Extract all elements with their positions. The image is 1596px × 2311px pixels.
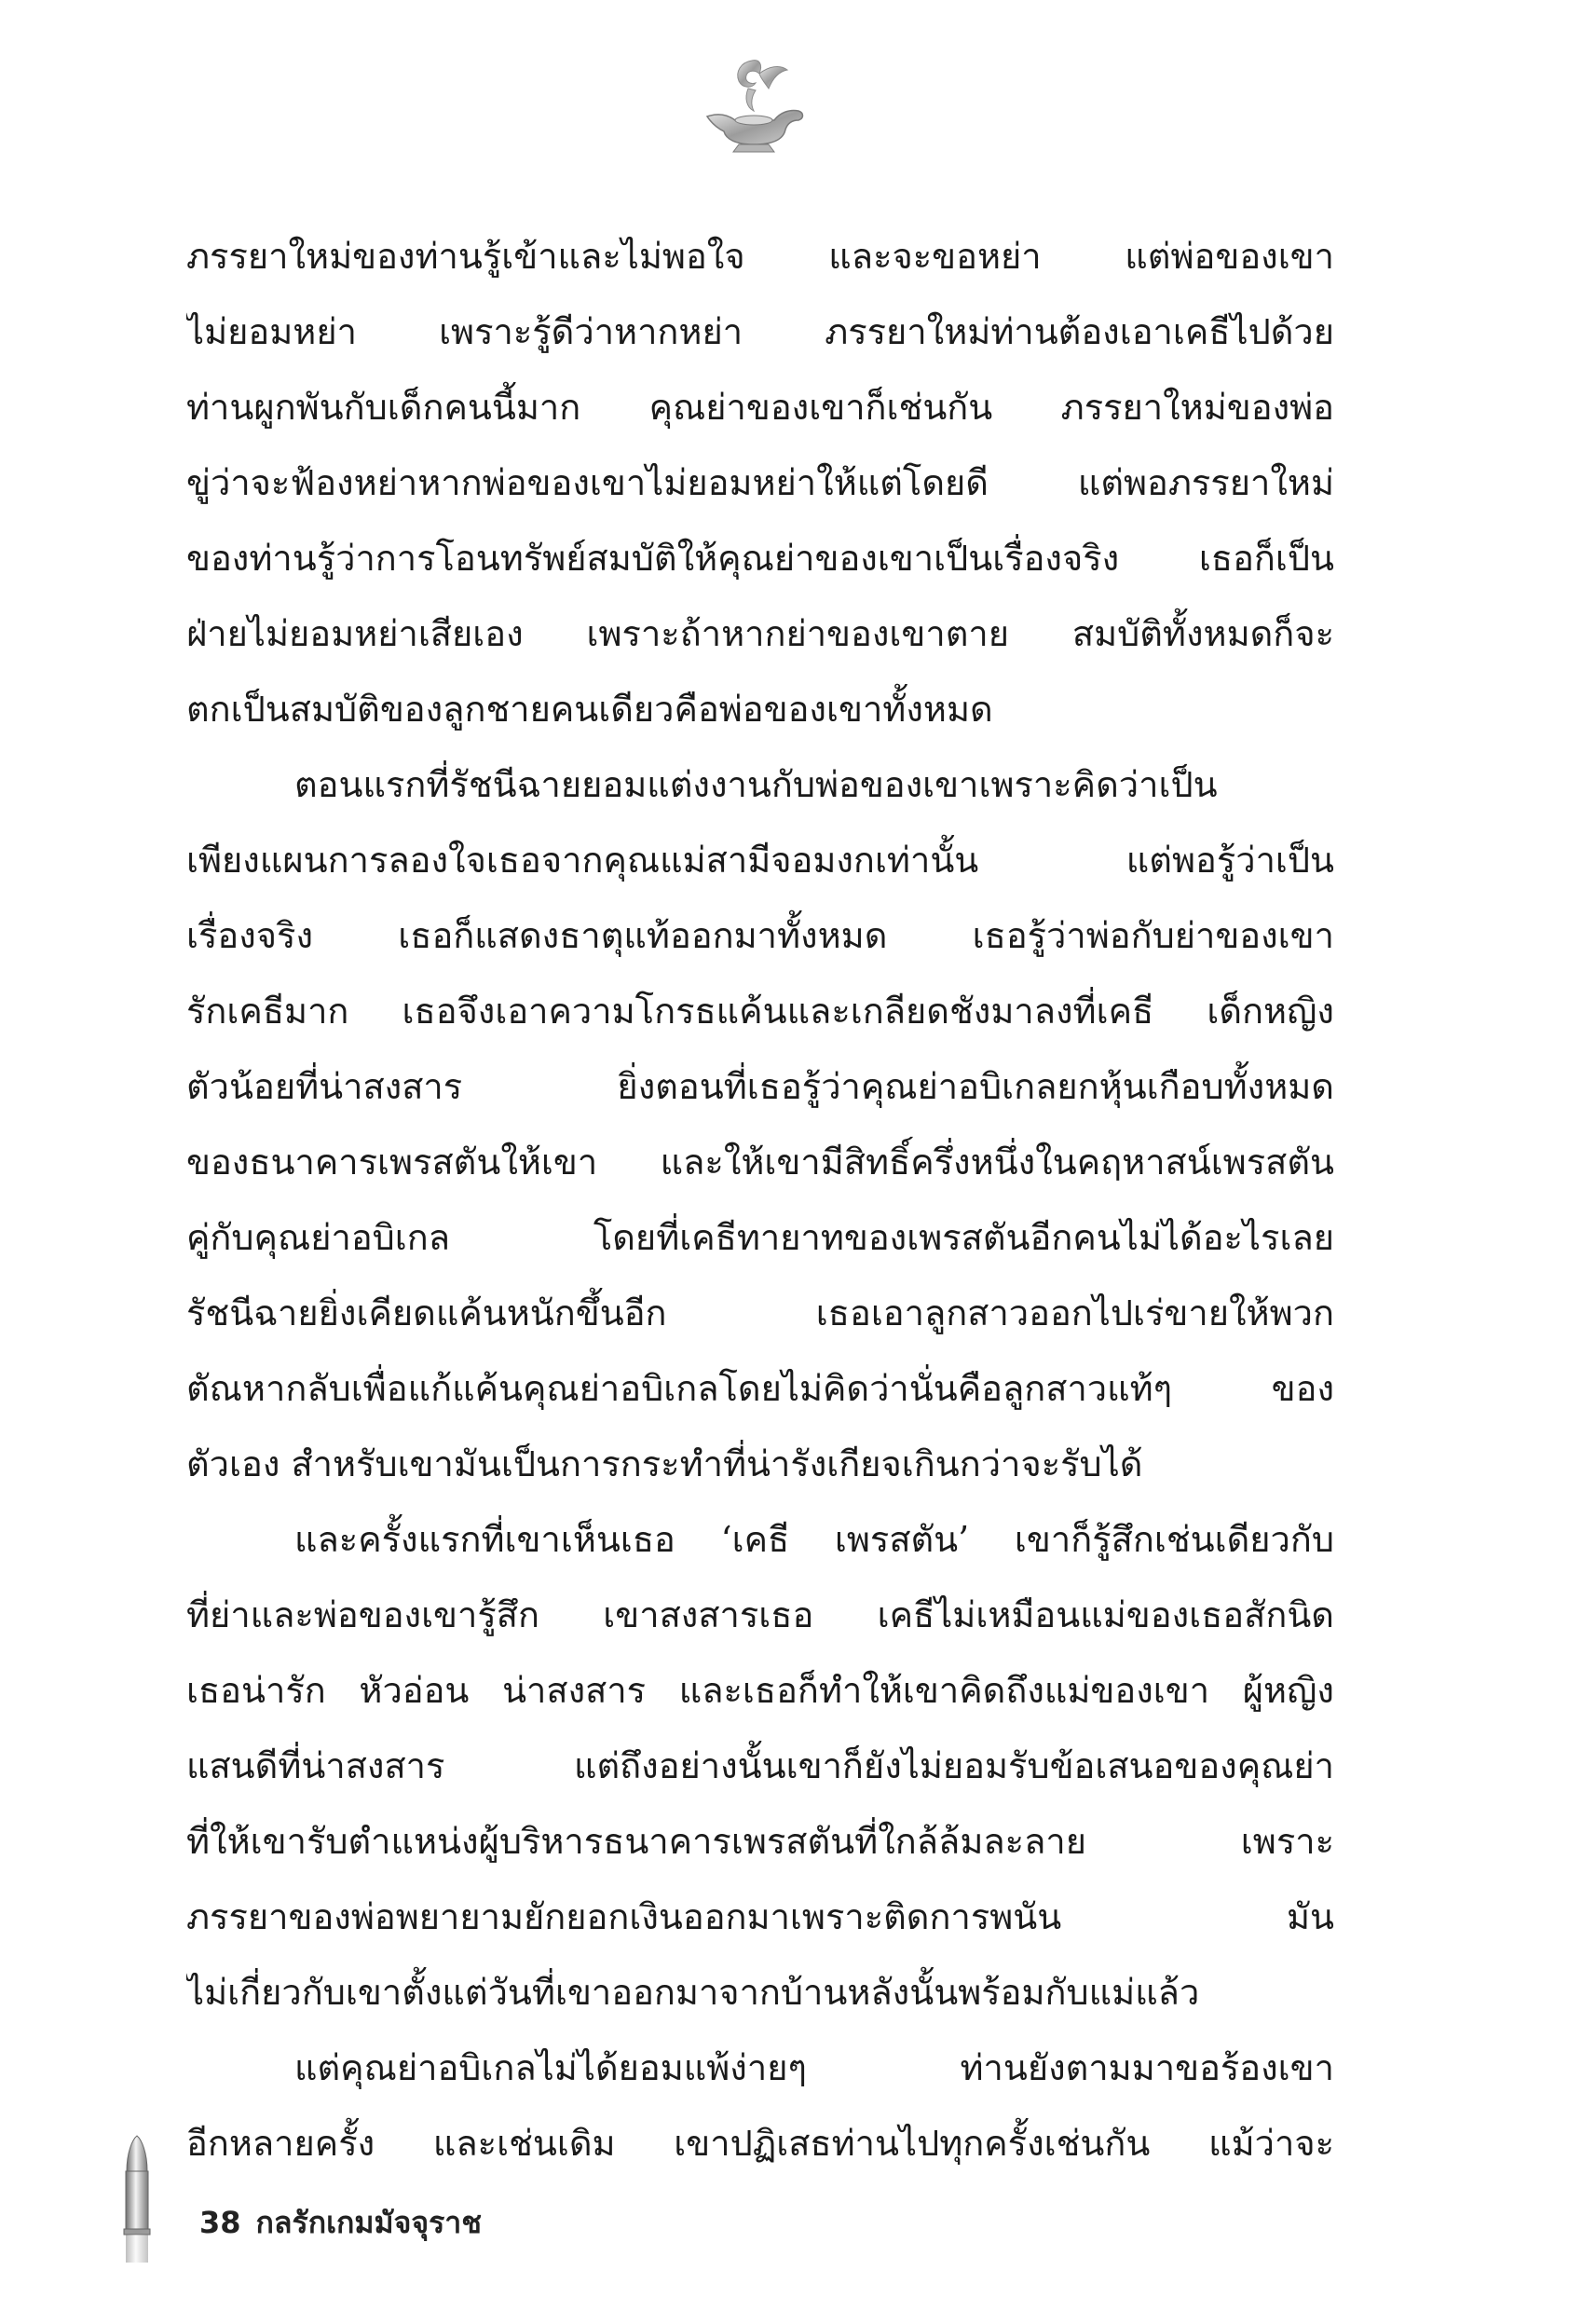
text-line: แสนดีที่น่าสงสาร แต่ถึงอย่างนั้นเขาก็ยังไม่ยอมรับข้อเสนอของคุณย่า <box>186 1745 1334 1786</box>
text-line: ตอนแรกที่รัชนีฉายยอมแต่งงานกับพ่อของเขาเพราะคิดว่าเป็น <box>294 764 1218 805</box>
text-line: รักเคธีมาก เธอจึงเอาความโกรธแค้นและเกลียดชังมาลงที่เคธี เด็กหญิง <box>186 991 1334 1032</box>
text-line: เพียงแผนการลองใจเธอจากคุณแม่สามีจอมงกเท่านั้น แต่พอรู้ว่าเป็น <box>186 840 1334 881</box>
text-line: ภรรยาของพ่อพยายามยักยอกเงินออกมาเพราะติดการพนัน มัน <box>186 1896 1334 1937</box>
footer-text <box>199 2199 497 2247</box>
text-line: ตัวน้อยที่น่าสงสาร ยิ่งตอนที่เธอรู้ว่าคุณย่าอบิเกลยกหุ้นเกือบทั้งหมด <box>186 1066 1334 1107</box>
text-line: ภรรยาใหม่ของท่านรู้เข้าและไม่พอใจ และจะขอหย่า แต่พ่อของเขา <box>186 236 1334 277</box>
text-line: เรื่องจริง เธอก็แสดงธาตุแท้ออกมาทั้งหมด เธอรู้ว่าพ่อกับย่าของเขา <box>186 915 1334 956</box>
text-line: ไม่เกี่ยวกับเขาตั้งแต่วันที่เขาออกมาจากบ้านหลังนั้นพร้อมกับแม่แล้ว <box>186 1972 1200 2013</box>
text-line: ไม่ยอมหย่า เพราะรู้ดีว่าหากหย่า ภรรยาใหม่ท่านต้องเอาเคธีไปด้วย <box>186 311 1334 352</box>
text-line: ท่านผูกพันกับเด็กคนนี้มาก คุณย่าของเขาก็เช่นกัน ภรรยาใหม่ของพ่อ <box>186 387 1334 428</box>
text-line: ตัวเอง สำหรับเขามันเป็นการกระทำที่น่ารังเกียจเกินกว่าจะรับได้ <box>186 1443 1143 1484</box>
text-line: ที่ย่าและพ่อของเขารู้สึก เขาสงสารเธอ เคธีไม่เหมือนแม่ของเธอสักนิด <box>186 1594 1334 1635</box>
text-line: ของธนาคารเพรสตันให้เขา และให้เขามีสิทธิ์ครึ่งหนึ่งในคฤหาสน์เพรสตัน <box>186 1142 1334 1183</box>
text-line: และครั้งแรกที่เขาเห็นเธอ ‘เคธี เพรสตัน’ เขาก็รู้สึกเช่นเดียวกับ <box>294 1519 1334 1560</box>
page-number: 38 <box>199 2205 241 2240</box>
text-line: ฝ่ายไม่ยอมหย่าเสียเอง เพราะถ้าหากย่าของเขาตาย สมบัติทั้งหมดก็จะ <box>186 613 1334 654</box>
text-line: ของท่านรู้ว่าการโอนทรัพย์สมบัติให้คุณย่าของเขาเป็นเรื่องจริง เธอก็เป็น <box>186 538 1334 579</box>
text-line: ตกเป็นสมบัติของลูกชายคนเดียวคือพ่อของเขาทั้งหมด <box>186 689 993 730</box>
bullet-icon <box>121 2134 153 2264</box>
footer <box>121 2134 680 2264</box>
text-line: ตัณหากลับเพื่อแก้แค้นคุณย่าอบิเกลโดยไม่คิดว่านั่นคือลูกสาวแท้ๆ ของ <box>186 1368 1334 1409</box>
text-line: ขู่ว่าจะฟ้องหย่าหากพ่อของเขาไม่ยอมหย่าให้แต่โดยดี แต่พอภรรยาใหม่ <box>186 462 1334 503</box>
genie-lamp-icon <box>694 51 815 158</box>
text-line: รัชนีฉายยิ่งเคียดแค้นหนักขึ้นอีก เธอเอาลูกสาวออกไปเร่ขายให้พวก <box>186 1292 1334 1333</box>
text-line: อีกหลายครั้ง และเช่นเดิม เขาปฏิเสธท่านไปทุกครั้งเช่นกัน แม้ว่าจะ <box>186 2123 1334 2164</box>
text-line: เธอน่ารัก หัวอ่อน น่าสงสาร และเธอก็ทำให้เขาคิดถึงแม่ของเขา ผู้หญิง <box>186 1670 1334 1711</box>
body-text <box>186 219 1334 2181</box>
book-title: กลรักเกมมัจจุราช <box>255 2205 482 2240</box>
text-line: คู่กับคุณย่าอบิเกล โดยที่เคธีทายาทของเพรสตันอีกคนไม่ได้อะไรเลย <box>186 1217 1334 1258</box>
text-line: แต่คุณย่าอบิเกลไม่ได้ยอมแพ้ง่ายๆ ท่านยังตามมาขอร้องเขา <box>294 2047 1334 2088</box>
text-line: ที่ให้เขารับตำแหน่งผู้บริหารธนาคารเพรสตันที่ใกล้ล้มละลาย เพราะ <box>186 1821 1334 1862</box>
